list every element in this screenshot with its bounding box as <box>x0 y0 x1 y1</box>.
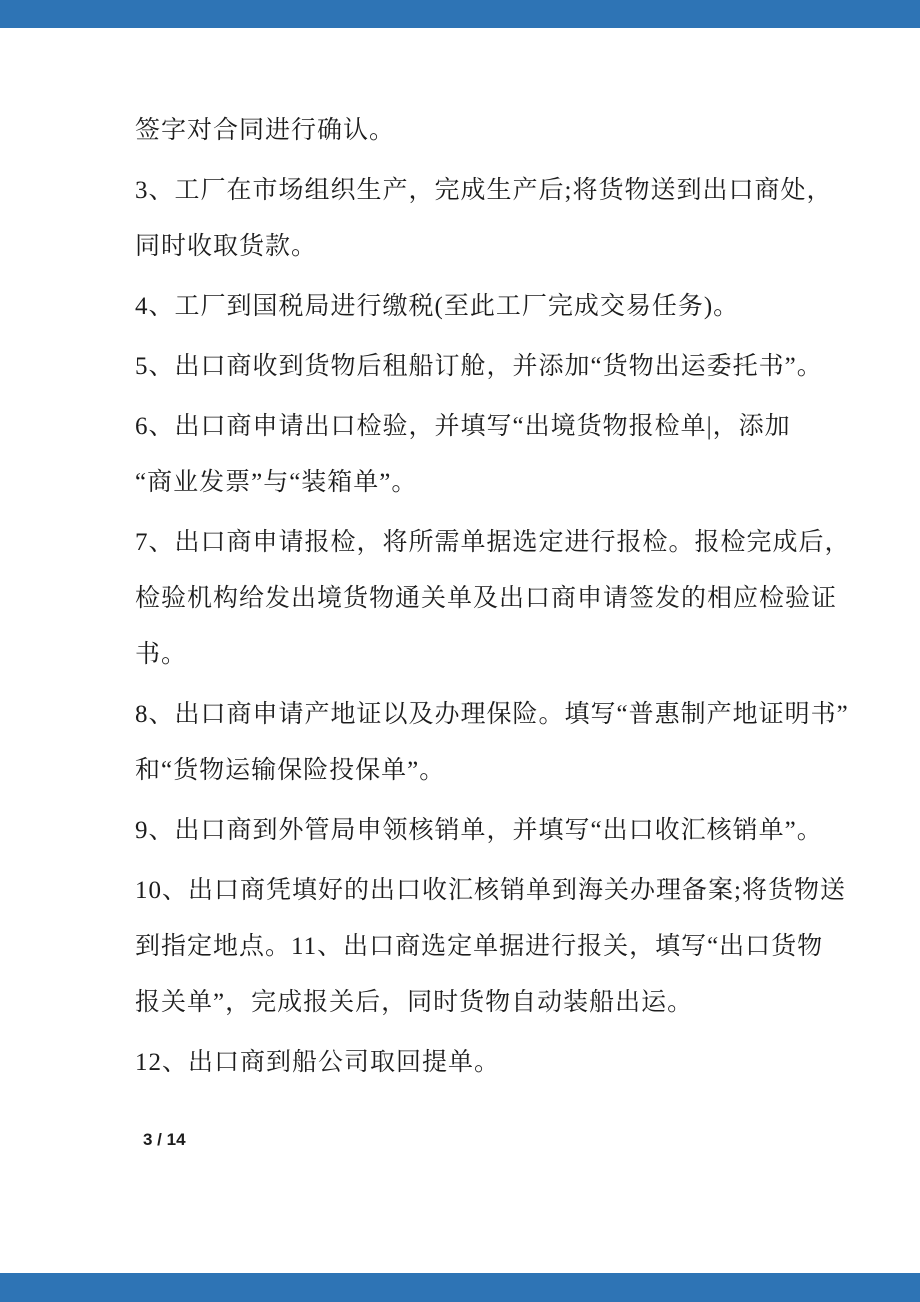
paragraph-line: 12、出口商到船公司取回提单。 <box>135 1049 501 1076</box>
page-separator-bottom <box>0 1273 920 1302</box>
paragraph-3 <box>135 160 855 272</box>
paragraph-line: 检验机构给发出境货物通关单及出口商申请签发的相应检验证 <box>135 585 838 612</box>
paragraph-7 <box>135 512 855 680</box>
paragraph-line: 和“货物运输保险投保单”。 <box>135 757 446 784</box>
paragraph-line: 9、出口商到外管局申领核销单，并填写“出口收汇核销单”。 <box>135 817 823 844</box>
paragraph-line: 到指定地点。11、出口商选定单据进行报关，填写“出口货物 <box>135 933 824 960</box>
paragraph-line: 8、出口商申请产地证以及办理保险。填写“普惠制产地证明书” <box>135 701 849 728</box>
paragraph-12 <box>135 1032 855 1088</box>
paragraph-8 <box>135 684 855 796</box>
document-page <box>135 100 855 1092</box>
paragraph-10-11 <box>135 860 855 1028</box>
paragraph-6 <box>135 396 855 508</box>
paragraph-line: 4、工厂到国税局进行缴税(至此工厂完成交易任务)。 <box>135 293 740 320</box>
paragraph-line: 6、出口商申请出口检验，并填写“出境货物报检单|，添加 <box>135 413 791 440</box>
paragraph-line: 书。 <box>135 641 188 668</box>
paragraph-9 <box>135 800 855 856</box>
paragraph-line: 5、出口商收到货物后租船订舱，并添加“货物出运委托书”。 <box>135 353 823 380</box>
paragraph-line: 7、出口商申请报检，将所需单据选定进行报检。报检完成后， <box>135 529 851 556</box>
paragraph-continuation <box>135 100 855 156</box>
page-number: 3 / 14 <box>143 1130 186 1149</box>
page-separator-top <box>0 0 920 28</box>
paragraph-line: “商业发票”与“装箱单”。 <box>135 469 418 496</box>
paragraph-line: 3、工厂在市场组织生产，完成生产后;将货物送到出口商处， <box>135 177 833 204</box>
paragraph-line: 报关单”，完成报关后，同时货物自动装船出运。 <box>135 989 694 1016</box>
paragraph-4 <box>135 276 855 332</box>
paragraph-5 <box>135 336 855 392</box>
paragraph-line: 10、出口商凭填好的出口收汇核销单到海关办理备案;将货物送 <box>135 877 846 904</box>
paragraph-line: 同时收取货款。 <box>135 233 318 260</box>
paragraph-line: 签字对合同进行确认。 <box>135 117 396 144</box>
